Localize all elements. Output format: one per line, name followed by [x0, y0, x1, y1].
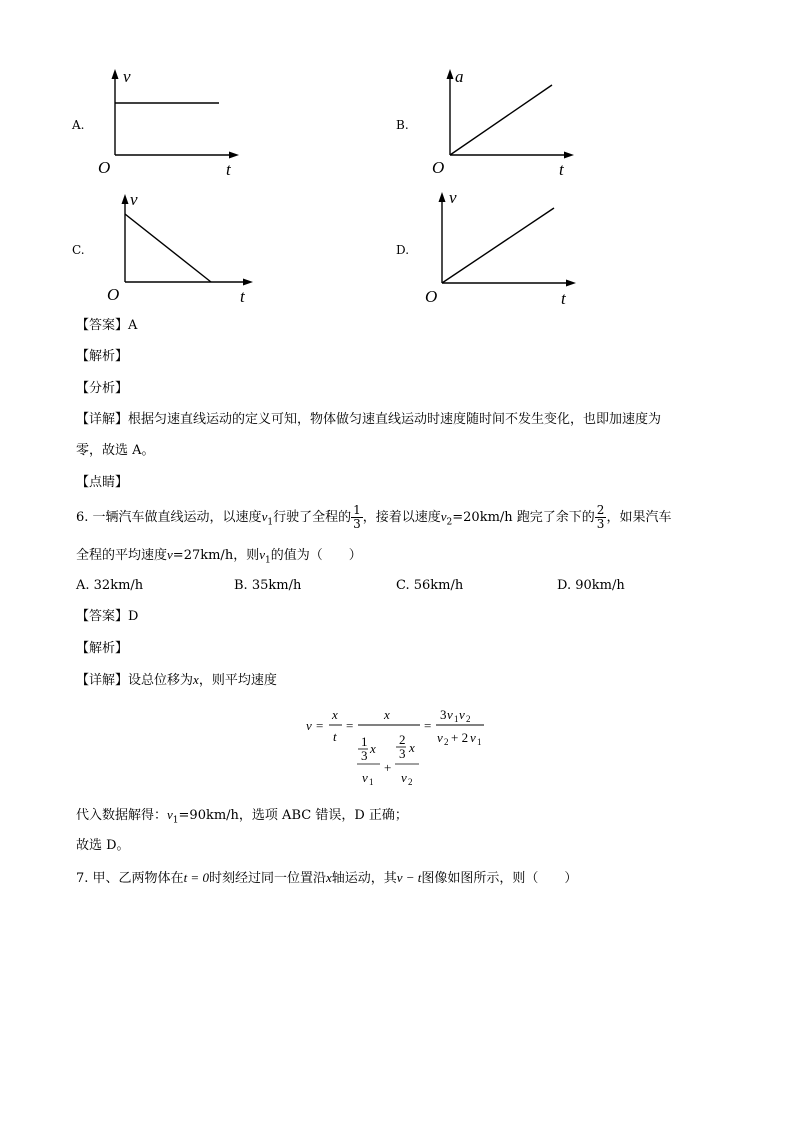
option-c-label: C.	[72, 243, 85, 257]
fraction-one-third	[351, 504, 363, 531]
answer-value: A	[128, 318, 138, 333]
x-symbol: x	[325, 870, 332, 885]
q6-answer-line	[76, 609, 138, 625]
v1-symbol: v	[261, 509, 268, 524]
origin-label: O	[107, 285, 120, 304]
svg-text:2: 2	[408, 777, 413, 787]
stem-text: 轴运动，其	[331, 871, 397, 886]
y-axis-label: v	[130, 190, 138, 209]
v-symbol: v	[167, 547, 173, 562]
svg-text:2: 2	[399, 732, 406, 747]
svg-text:=: =	[316, 718, 324, 733]
svg-text:2: 2	[444, 737, 449, 747]
v1-subscript: 1	[264, 555, 271, 566]
option-b-graph	[430, 65, 580, 180]
svg-text:1: 1	[477, 737, 482, 747]
option-b-label: B.	[396, 118, 409, 132]
stem-text: =27km/h，则	[172, 548, 260, 563]
y-axis-label: a	[455, 67, 464, 86]
q5-detail-line-1	[76, 412, 661, 428]
x-axis-label: t	[559, 160, 564, 179]
q7-stem	[76, 870, 577, 887]
origin-label: O	[425, 287, 438, 306]
question-number: 6.	[76, 510, 89, 525]
v1-subscript: 1	[267, 517, 274, 528]
t-equals-zero: t = 0	[183, 870, 209, 885]
svg-text:v: v	[437, 730, 443, 745]
detail-text: 设总位移为	[128, 673, 194, 688]
answer-tag: 【答案】	[76, 318, 129, 333]
v1-symbol: v	[259, 547, 265, 562]
increasing-acceleration-line	[450, 85, 552, 155]
q6-result-line	[76, 807, 408, 829]
y-axis-label: v	[123, 67, 131, 86]
fraction-denominator: 3	[596, 517, 605, 531]
q5-analysis-tag: 【解析】	[76, 349, 129, 364]
fraction-two-thirds	[595, 504, 607, 531]
answer-tag: 【答案】	[76, 609, 129, 624]
q6-analysis-tag: 【解析】	[76, 641, 129, 656]
result-text: =90km/h，选项 ABC 错误，D 正确；	[178, 808, 408, 823]
q5-answer-line	[76, 318, 137, 334]
q6-option-a: A. 32km/h	[76, 578, 144, 593]
result-text: 代入数据解得：	[76, 808, 168, 823]
x-axis-label: t	[561, 289, 566, 308]
detail-text: ，则平均速度	[198, 673, 277, 688]
svg-text:v: v	[447, 707, 453, 722]
q5-detail-line-2: 零，故选 A。	[76, 443, 155, 458]
x-axis-label: t	[226, 160, 231, 179]
v1-subscript: 1	[172, 815, 179, 826]
option-a-label: A.	[72, 118, 85, 132]
option-c-graph	[105, 190, 255, 305]
svg-text:v: v	[470, 730, 476, 745]
q6-stem-line-1	[76, 502, 671, 538]
v2-subscript: 2	[446, 517, 453, 528]
stem-text: 图像如图所示，则（ ）	[421, 871, 578, 886]
fraction-numerator: 2	[596, 503, 605, 517]
svg-text:3: 3	[399, 746, 406, 761]
origin-label: O	[432, 158, 445, 177]
average-velocity-formula	[300, 700, 500, 792]
svg-text:x: x	[332, 707, 338, 722]
svg-text:3: 3	[440, 707, 447, 722]
svg-text:=: =	[424, 718, 432, 733]
svg-text:+ 2: + 2	[451, 730, 469, 745]
svg-text:1: 1	[454, 714, 459, 724]
detail-tag: 【详解】	[76, 673, 129, 688]
svg-text:v: v	[401, 770, 407, 785]
decreasing-velocity-line	[125, 214, 211, 282]
fraction-denominator: 3	[353, 517, 361, 531]
q5-fenxi-tag: 【分析】	[76, 381, 129, 396]
q6-conclusion: 故选 D。	[76, 838, 130, 853]
option-a-graph	[95, 65, 245, 180]
svg-text:x: x	[384, 707, 390, 722]
q6-option-b: B. 35km/h	[234, 578, 302, 593]
q6-option-c: C. 56km/h	[396, 578, 464, 593]
svg-text:+: +	[384, 760, 392, 775]
x-axis-label: t	[240, 287, 245, 306]
v1-symbol: v	[167, 807, 173, 822]
y-axis-label: v	[449, 188, 457, 207]
stem-text: =20km/h 跑完了余下的	[452, 510, 595, 525]
svg-text:1: 1	[369, 777, 374, 787]
x-symbol: x	[193, 672, 199, 687]
question-number: 7.	[76, 871, 89, 886]
option-d-label: D.	[396, 243, 410, 257]
svg-text:v: v	[362, 770, 368, 785]
svg-text:v: v	[306, 718, 312, 733]
detail-tag: 【详解】	[76, 412, 129, 427]
stem-text: 一辆汽车做直线运动，以速度	[92, 510, 262, 525]
detail-text: 根据匀速直线运动的定义可知，物体做匀速直线运动时速度随时间不发生变化，也即加速度为	[128, 412, 662, 427]
increasing-velocity-line	[442, 208, 554, 283]
q6-detail-line	[76, 672, 277, 689]
v-t-symbol: v − t	[396, 870, 422, 885]
q6-stem-line-2	[76, 547, 362, 569]
svg-text:x: x	[370, 741, 376, 756]
stem-text: ，如果汽车	[606, 510, 672, 525]
option-d-graph	[422, 188, 582, 308]
svg-text:x: x	[409, 740, 415, 755]
svg-text:=: =	[346, 718, 354, 733]
svg-text:2: 2	[466, 714, 471, 724]
stem-text: 甲、乙两物体在	[92, 871, 184, 886]
q6-option-d: D. 90km/h	[557, 578, 625, 593]
stem-text: 时刻经过同一位置沿	[208, 871, 326, 886]
svg-text:v: v	[459, 707, 465, 722]
q5-comment-tag: 【点睛】	[76, 475, 129, 490]
v2-symbol: v	[440, 509, 447, 524]
answer-value: D	[128, 609, 139, 624]
stem-text: 的值为（ ）	[270, 548, 362, 563]
svg-text:1: 1	[361, 734, 368, 749]
origin-label: O	[98, 158, 111, 177]
stem-text: 行驶了全程的	[273, 510, 352, 525]
svg-text:3: 3	[361, 748, 368, 763]
stem-text: ，接着以速度	[362, 510, 441, 525]
fraction-numerator: 1	[353, 503, 361, 517]
stem-text: 全程的平均速度	[76, 548, 168, 563]
svg-text:t: t	[333, 729, 337, 744]
